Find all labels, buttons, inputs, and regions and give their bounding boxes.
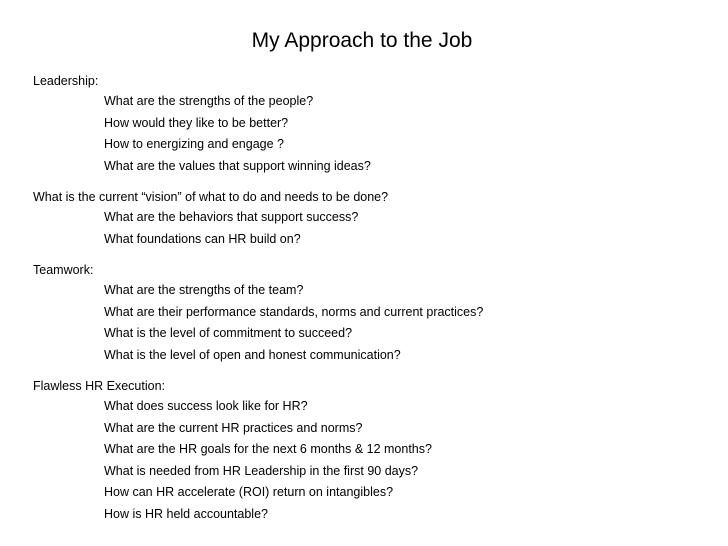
section-heading: Leadership: xyxy=(33,74,99,88)
question-item: What is the level of open and honest communication? xyxy=(104,347,401,362)
section-vision xyxy=(33,187,713,250)
slide-title: My Approach to the Job xyxy=(251,29,473,52)
question-item: How to energizing and engage ? xyxy=(104,137,284,151)
question-item: How would they like to be better? xyxy=(104,115,289,130)
section-hr-execution xyxy=(33,376,713,525)
section-teamwork xyxy=(33,260,713,366)
question-item: What is the level of commitment to succeed? xyxy=(104,326,353,340)
question-item: What does success look like for HR? xyxy=(104,399,308,413)
section-leadership xyxy=(33,71,713,177)
question-item: How is HR held accountable? xyxy=(104,506,268,521)
question-item: What are the values that support winning ideas? xyxy=(104,158,371,173)
section-heading: What is the current “vision” of what to do and needs to be done? xyxy=(33,190,389,204)
question-item: What are the HR goals for the next 6 months & 12 months? xyxy=(104,442,432,456)
question-item: What are their performance standards, norms and current practices? xyxy=(104,304,484,319)
section-heading: Teamwork: xyxy=(33,263,94,277)
question-item: What is needed from HR Leadership in the first 90 days? xyxy=(104,463,419,478)
question-item: What are the strengths of the team? xyxy=(104,283,304,297)
slide-body xyxy=(33,71,713,535)
question-item: What foundations can HR build on? xyxy=(104,231,301,246)
section-heading: Flawless HR Execution: xyxy=(33,379,165,393)
question-item: What are the current HR practices and norms? xyxy=(104,420,363,435)
question-item: How can HR accelerate (ROI) return on intangibles? xyxy=(104,485,394,499)
question-item: What are the strengths of the people? xyxy=(104,94,314,108)
question-item: What are the behaviors that support success? xyxy=(104,210,359,224)
